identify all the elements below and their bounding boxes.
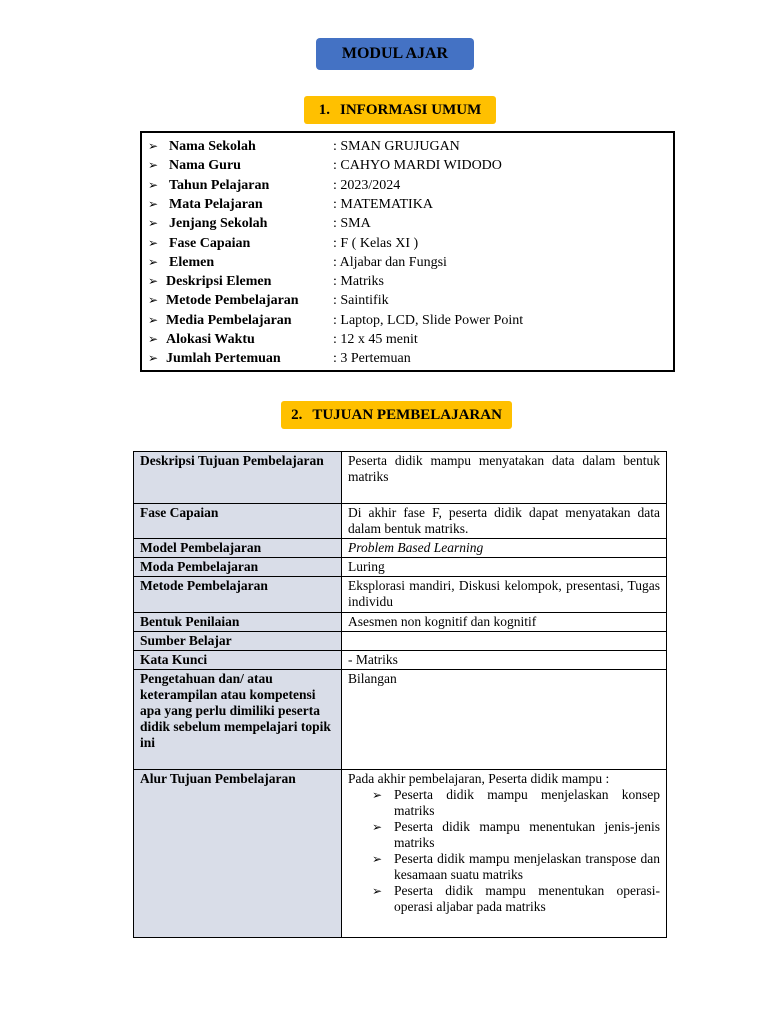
info-row	[142, 156, 673, 175]
info-label: Jumlah Pertemuan	[166, 351, 281, 367]
info-value: : F ( Kelas XI )	[333, 235, 419, 251]
alur-item	[348, 851, 660, 883]
section-number: 1.	[318, 101, 330, 118]
arrow-bullet-icon: ➢	[372, 788, 383, 802]
row-value: Peserta didik mampu menyatakan data dalam bentuk matriks	[342, 452, 667, 504]
arrow-bullet-icon: ➢	[148, 139, 159, 153]
arrow-bullet-icon: ➢	[148, 351, 159, 366]
info-value: : 3 Pertemuan	[333, 351, 411, 367]
table-row	[134, 504, 667, 539]
row-label: Deskripsi Tujuan Pembelajaran	[134, 452, 342, 504]
arrow-bullet-icon: ➢	[148, 293, 159, 308]
row-label: Model Pembelajaran	[134, 539, 342, 558]
arrow-bullet-icon: ➢	[148, 216, 159, 231]
general-info-box	[140, 131, 675, 372]
alur-item-text: Peserta didik mampu menentukan jenis-jenis matriks	[394, 819, 660, 850]
info-value: : Aljabar dan Fungsi	[333, 254, 447, 270]
row-label: Sumber Belajar	[134, 632, 342, 651]
row-value: Di akhir fase F, peserta didik dapat menyatakan data dalam bentuk matriks.	[342, 504, 667, 539]
info-row	[142, 253, 673, 272]
table-row	[134, 632, 667, 651]
row-value-alur	[342, 770, 667, 938]
alur-list	[348, 787, 660, 915]
info-value: : Laptop, LCD, Slide Power Point	[333, 312, 524, 328]
alur-item	[348, 787, 660, 819]
info-label: Media Pembelajaran	[166, 312, 292, 328]
info-label: Alokasi Waktu	[166, 332, 255, 347]
row-label: Alur Tujuan Pembelajaran	[134, 770, 342, 938]
row-label: Metode Pembelajaran	[134, 577, 342, 613]
info-row	[142, 291, 673, 310]
table-row	[134, 770, 667, 938]
info-row	[142, 311, 673, 330]
info-label: Metode Pembelajaran	[166, 293, 299, 309]
info-row	[142, 272, 673, 291]
info-row	[142, 176, 673, 195]
arrow-bullet-icon: ➢	[148, 332, 159, 346]
info-label: Jenjang Sekolah	[169, 216, 268, 232]
info-value: : SMAN GRUJUGAN	[333, 139, 460, 154]
table-row	[134, 539, 667, 558]
alur-item	[348, 883, 660, 915]
document-title-text: MODUL AJAR	[341, 45, 449, 62]
table-row	[134, 670, 667, 770]
arrow-bullet-icon: ➢	[148, 158, 159, 173]
info-value: : 2023/2024	[333, 177, 401, 193]
info-value: : Matriks	[333, 274, 384, 290]
row-value	[342, 632, 667, 651]
info-row	[142, 330, 673, 349]
info-row	[142, 214, 673, 233]
arrow-bullet-icon: ➢	[372, 852, 383, 866]
info-row	[142, 234, 673, 253]
table-row	[134, 651, 667, 670]
table-row	[134, 558, 667, 577]
info-value: : CAHYO MARDI WIDODO	[333, 158, 502, 174]
info-value: : Saintifik	[333, 293, 389, 309]
arrow-bullet-icon: ➢	[148, 177, 159, 192]
arrow-bullet-icon: ➢	[148, 274, 159, 289]
arrow-bullet-icon: ➢	[148, 254, 159, 269]
row-label: Kata Kunci	[134, 651, 342, 670]
table-row	[134, 452, 667, 504]
table-row	[134, 577, 667, 613]
info-label: Nama Guru	[169, 158, 241, 174]
row-value: Bilangan	[342, 670, 667, 770]
info-label: Nama Sekolah	[169, 139, 256, 154]
document-title	[316, 38, 474, 70]
alur-item	[348, 819, 660, 851]
row-value: Problem Based Learning	[342, 539, 667, 558]
info-label: Deskripsi Elemen	[166, 274, 272, 290]
section-title: INFORMASI UMUM	[340, 101, 482, 118]
row-label: Fase Capaian	[134, 504, 342, 539]
info-row	[142, 195, 673, 214]
row-value: Luring	[342, 558, 667, 577]
info-row	[142, 349, 673, 368]
row-label: Moda Pembelajaran	[134, 558, 342, 577]
alur-item-text: Peserta didik mampu menjelaskan konsep matriks	[394, 787, 660, 818]
info-row	[142, 137, 673, 156]
arrow-bullet-icon: ➢	[372, 884, 383, 898]
row-value: Asesmen non kognitif dan kognitif	[342, 613, 667, 632]
row-label: Pengetahuan dan/ atau keterampilan atau kompetensi apa yang perlu dimiliki peserta didik sebelum mempelajari topik ini	[134, 670, 342, 770]
arrow-bullet-icon: ➢	[148, 196, 159, 211]
alur-item-text: Peserta didik mampu menjelaskan transpose dan kesamaan suatu matriks	[394, 851, 660, 882]
table-row	[134, 613, 667, 632]
arrow-bullet-icon: ➢	[372, 820, 383, 834]
alur-item-text: Peserta didik mampu menentukan operasi-operasi aljabar pada matriks	[394, 883, 660, 914]
info-label: Fase Capaian	[169, 235, 251, 251]
info-value: : MATEMATIKA	[333, 196, 433, 212]
row-value: Eksplorasi mandiri, Diskusi kelompok, presentasi, Tugas individu	[342, 577, 667, 613]
section-title: TUJUAN PEMBELAJARAN	[312, 406, 502, 423]
section-number: 2.	[291, 406, 303, 423]
arrow-bullet-icon: ➢	[148, 235, 159, 250]
learning-objectives-table	[133, 451, 667, 938]
row-value: - Matriks	[342, 651, 667, 670]
info-label: Elemen	[169, 254, 215, 270]
info-label: Tahun Pelajaran	[169, 177, 270, 193]
info-label: Mata Pelajaran	[169, 196, 263, 212]
section-heading-tujuan-pembelajaran	[281, 401, 512, 429]
alur-intro: Pada akhir pembelajaran, Peserta didik mampu :	[348, 771, 610, 786]
info-value: : 12 x 45 menit	[333, 332, 418, 347]
arrow-bullet-icon: ➢	[148, 312, 159, 327]
row-label: Bentuk Penilaian	[134, 613, 342, 632]
section-heading-informasi-umum	[304, 96, 496, 124]
info-value: : SMA	[333, 216, 371, 232]
